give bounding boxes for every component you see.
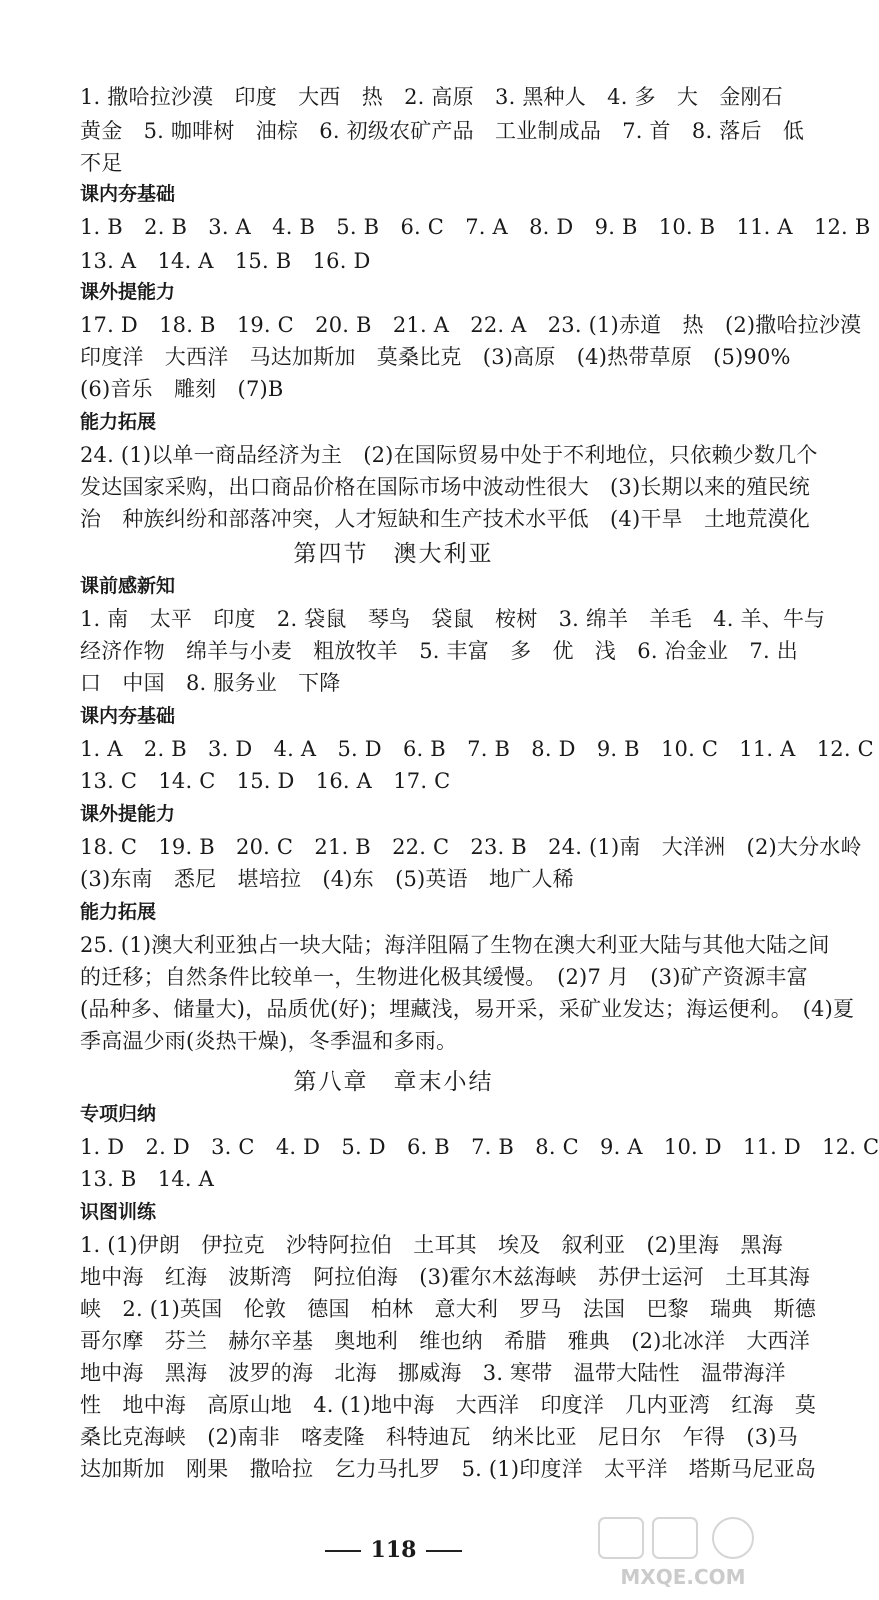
- answer-line: 1. A 2. B 3. D 4. A 5. D 6. B 7. B 8. D 9. B 10. C 11. A 12. C: [80, 737, 874, 761]
- answer-line: 不足: [80, 151, 123, 175]
- page-number-value: 118: [370, 1537, 417, 1563]
- answer-line: 1. (1)伊朗 伊拉克 沙特阿拉伯 土耳其 埃及 叙利亚 (2)里海 黑海: [80, 1233, 783, 1257]
- section-heading: 课外提能力: [80, 281, 176, 303]
- answer-line: 性 地中海 高原山地 4. (1)地中海 大西洋 印度洋 几内亚湾 红海 莫: [80, 1393, 817, 1417]
- answer-line: 地中海 红海 波斯湾 阿拉伯海 (3)霍尔木兹海峡 苏伊士运河 土耳其海: [80, 1265, 810, 1289]
- answer-line: (品种多、储量大)，品质优(好)；埋藏浅，易开采，采矿业发达；海运便利。 (4)夏: [80, 997, 855, 1021]
- section-heading: 课内夯基础: [80, 705, 176, 727]
- section-heading: 课前感新知: [80, 575, 176, 597]
- answer-line: (3)东南 悉尼 堪培拉 (4)东 (5)英语 地广人稀: [80, 867, 574, 891]
- section-heading: 识图训练: [80, 1201, 157, 1223]
- answer-line: 经济作物 绵羊与小麦 粗放牧羊 5. 丰富 多 优 浅 6. 冶金业 7. 出: [80, 639, 798, 663]
- answer-line: 1. 撒哈拉沙漠 印度 大西 热 2. 高原 3. 黑种人 4. 多 大 金刚石: [80, 85, 783, 109]
- page-number-dash: [426, 1550, 462, 1552]
- section-heading: 专项归纳: [80, 1103, 157, 1125]
- answer-line: 桑比克海峡 (2)南非 喀麦隆 科特迪瓦 纳米比亚 尼日尔 乍得 (3)马: [80, 1425, 798, 1449]
- answer-line: 的迁移；自然条件比较单一，生物进化极其缓慢。 (2)7 月 (3)矿产资源丰富: [80, 965, 808, 989]
- answer-line: 季高温少雨(炎热干燥)，冬季温和多雨。: [80, 1029, 458, 1053]
- answer-line: 口 中国 8. 服务业 下降: [80, 671, 341, 695]
- page-number-dash: [325, 1550, 361, 1552]
- answer-line: 1. B 2. B 3. A 4. B 5. B 6. C 7. A 8. D 9. B 10. B 11. A 12. B: [80, 215, 871, 239]
- answer-line: 发达国家采购，出口商品价格在国际市场中波动性很大 (3)长期以来的殖民统: [80, 475, 810, 499]
- section-title: 第四节 澳大利亚: [293, 541, 494, 567]
- answer-line: 13. A 14. A 15. B 16. D: [80, 249, 371, 273]
- answer-line: 印度洋 大西洋 马达加斯加 莫桑比克 (3)高原 (4)热带草原 (5)90%: [80, 345, 791, 369]
- section-heading: 课外提能力: [80, 803, 176, 825]
- answer-line: 哥尔摩 芬兰 赫尔辛基 奥地利 维也纳 希腊 雅典 (2)北冰洋 大西洋: [80, 1329, 810, 1353]
- answer-line: 25. (1)澳大利亚独占一块大陆；海洋阻隔了生物在澳大利亚大陆与其他大陆之间: [80, 933, 830, 957]
- answer-line: 17. D 18. B 19. C 20. B 21. A 22. A 23. (1)赤道 热 (2)撒哈拉沙漠: [80, 313, 862, 337]
- section-heading: 能力拓展: [80, 411, 157, 433]
- section-heading: 能力拓展: [80, 901, 157, 923]
- answer-line: 黄金 5. 咖啡树 油棕 6. 初级农矿产品 工业制成品 7. 首 8. 落后 低: [80, 119, 805, 143]
- answer-line: (6)音乐 雕刻 (7)B: [80, 377, 284, 401]
- answer-line: 24. (1)以单一商品经济为主 (2)在国际贸易中处于不利地位，只依赖少数几个: [80, 443, 818, 467]
- site-watermark-logo: [593, 1512, 773, 1592]
- answer-line: 治 种族纠纷和部落冲突，人才短缺和生产技术水平低 (4)干旱 土地荒漠化: [80, 507, 810, 531]
- answer-line: 峡 2. (1)英国 伦敦 德国 柏林 意大利 罗马 法国 巴黎 瑞典 斯德: [80, 1297, 817, 1321]
- svg-text:MXQE.COM: MXQE.COM: [620, 1565, 746, 1589]
- answer-line: 1. D 2. D 3. C 4. D 5. D 6. B 7. B 8. C 9. A 10. D 11. D 12. C: [80, 1135, 879, 1159]
- chapter-title: 第八章 章末小结: [293, 1069, 494, 1095]
- answer-line: 13. C 14. C 15. D 16. A 17. C: [80, 769, 451, 793]
- answer-line: 地中海 黑海 波罗的海 北海 挪威海 3. 寒带 温带大陆性 温带海洋: [80, 1361, 786, 1385]
- answer-line: 1. 南 太平 印度 2. 袋鼠 琴鸟 袋鼠 桉树 3. 绵羊 羊毛 4. 羊、牛与: [80, 607, 826, 631]
- answer-line: 13. B 14. A: [80, 1167, 214, 1191]
- answer-line: 18. C 19. B 20. C 21. B 22. C 23. B 24. (1)南 大洋洲 (2)大分水岭: [80, 835, 862, 859]
- answer-line: 达加斯加 刚果 撒哈拉 乞力马扎罗 5. (1)印度洋 太平洋 塔斯马尼亚岛: [80, 1457, 817, 1481]
- section-heading: 课内夯基础: [80, 183, 176, 205]
